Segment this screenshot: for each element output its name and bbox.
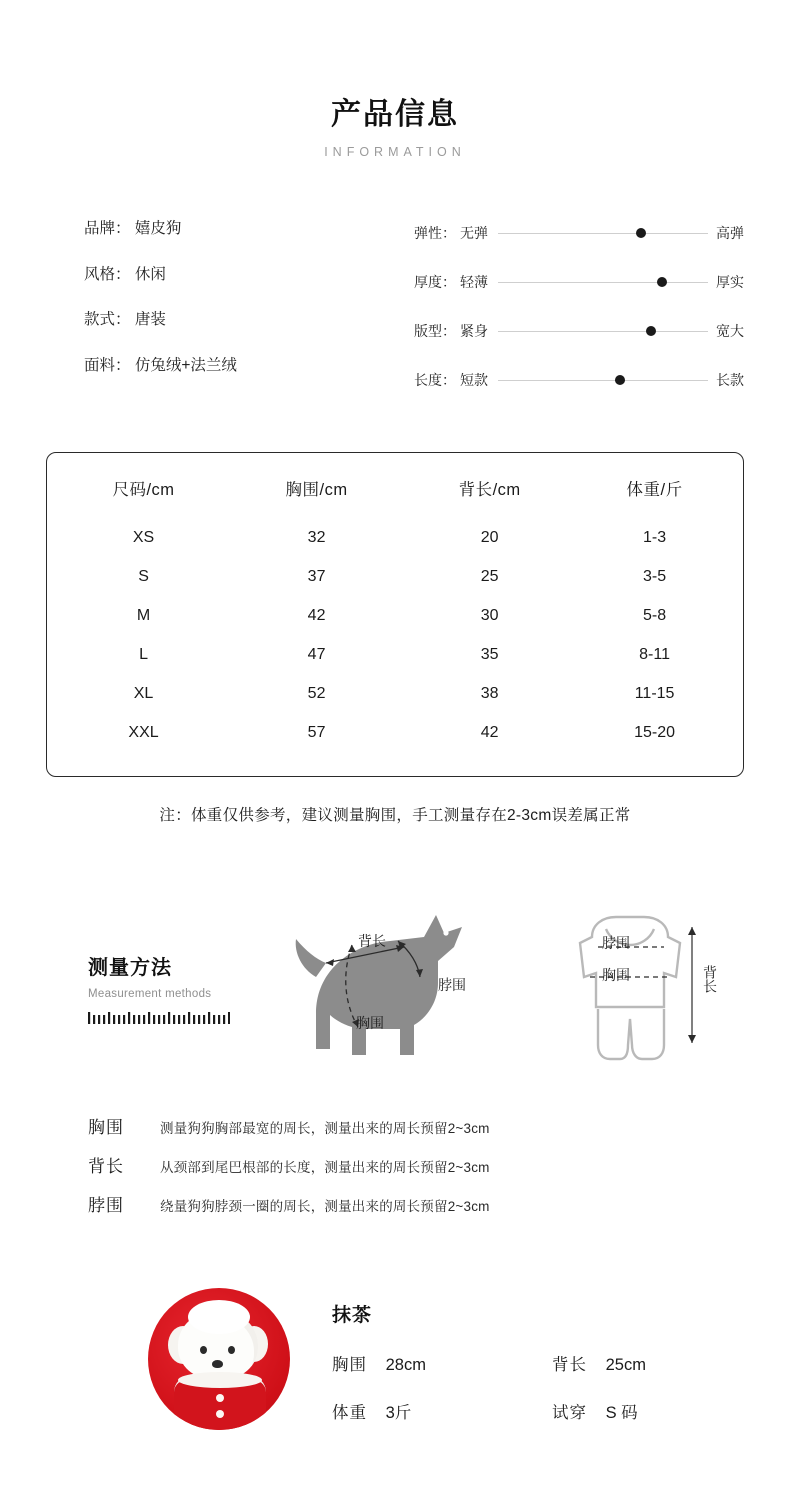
- model-field-back: [552, 1351, 646, 1375]
- dog-tuft-icon: [188, 1300, 250, 1334]
- spec-label-style: 风格：: [84, 265, 131, 283]
- dog-label-chest: 胸围: [356, 1015, 384, 1031]
- table-header-size: 尺码/cm: [112, 481, 175, 499]
- spec-value-brand: 嬉皮狗: [134, 220, 182, 237]
- page-title: 产品信息: [331, 98, 459, 131]
- cell-backlength: 25: [480, 567, 499, 585]
- slider-min-thickness: 轻薄: [460, 274, 488, 290]
- explain-row-back: [88, 1152, 790, 1177]
- slider-min-length: 短款: [460, 372, 488, 388]
- cell-weight: 15-20: [634, 723, 676, 741]
- dog-collar-icon: [178, 1372, 262, 1388]
- garment-label-back-length: 背长: [702, 965, 718, 993]
- slider-track-fit[interactable]: [498, 331, 708, 332]
- model-measurements: [332, 1351, 646, 1423]
- cell-weight: 3-5: [643, 567, 667, 585]
- table-row: [57, 557, 733, 596]
- spec-label-brand: 品牌：: [84, 220, 131, 237]
- slider-thumb-length[interactable]: [615, 375, 625, 385]
- slider-thumb-thickness[interactable]: [657, 277, 667, 287]
- dog-label-neck: 脖围: [438, 977, 466, 993]
- explain-term-neck: 脖围: [88, 1196, 124, 1215]
- size-table-note: 注：体重仅供参考，建议测量胸围，手工测量存在2-3cm误差属正常: [159, 807, 631, 824]
- page-header: [0, 0, 790, 159]
- model-info: [332, 1296, 646, 1423]
- slider-track-length[interactable]: [498, 380, 708, 381]
- table-row: [57, 518, 733, 557]
- garment-diagram: [540, 903, 720, 1083]
- cell-chest: 32: [307, 528, 326, 546]
- cell-backlength: 38: [480, 684, 499, 702]
- measurement-heading: [88, 951, 230, 1031]
- cell-backlength: 42: [480, 723, 499, 741]
- size-table: [57, 475, 733, 752]
- measurement-explain-list: [0, 1113, 790, 1216]
- cell-backlength: 35: [480, 645, 499, 663]
- cell-size: S: [138, 567, 149, 585]
- slider-list: [414, 221, 744, 390]
- slider-row-thickness: [414, 272, 744, 292]
- dog-eye-left-icon: [200, 1346, 207, 1354]
- model-field-try-size-label: 试穿: [552, 1403, 587, 1422]
- cell-size: M: [136, 606, 151, 624]
- explain-row-chest: [88, 1113, 790, 1138]
- spec-label-design: 款式：: [84, 311, 131, 328]
- cell-weight: 11-15: [634, 684, 675, 702]
- cell-chest: 37: [307, 567, 326, 585]
- cell-size: XXL: [128, 723, 159, 741]
- slider-row-elasticity: [414, 223, 744, 243]
- cell-size: XL: [133, 684, 154, 702]
- garment-label-neck: 脖围: [602, 935, 630, 951]
- page-subtitle: INFORMATION: [324, 145, 466, 159]
- table-header-weight: 体重/斤: [626, 481, 683, 499]
- product-info-section: [0, 221, 790, 390]
- table-row: [57, 674, 733, 713]
- model-field-chest-value: 28cm: [385, 1355, 426, 1374]
- cell-backlength: 30: [480, 606, 499, 624]
- slider-row-length: [414, 370, 744, 390]
- explain-desc-chest: 测量狗狗胸部最宽的周长，测量出来的周长预留2~3cm: [160, 1121, 490, 1136]
- table-row: [57, 713, 733, 752]
- cell-weight: 8-11: [639, 645, 670, 663]
- cell-size: XS: [132, 528, 155, 546]
- spec-label-fabric: 面料：: [84, 356, 131, 374]
- model-field-try-size-value: S 码: [605, 1403, 638, 1422]
- dog-eye-right-icon: [228, 1346, 235, 1354]
- spec-row-design: [84, 312, 344, 328]
- cell-chest: 42: [307, 606, 326, 624]
- model-field-weight: [332, 1399, 552, 1423]
- model-field-chest-label: 胸围: [332, 1355, 367, 1374]
- slider-label-thickness: 厚度：: [414, 274, 456, 290]
- slider-track-thickness[interactable]: [498, 282, 708, 283]
- model-field-chest: [332, 1351, 552, 1375]
- slider-min-elasticity: 无弹: [460, 225, 488, 241]
- model-field-back-label: 背长: [552, 1355, 587, 1374]
- slider-thumb-elasticity[interactable]: [636, 228, 646, 238]
- measurement-section: [0, 903, 790, 1093]
- spec-row-style: [84, 267, 344, 283]
- size-table-card: [46, 452, 744, 777]
- table-row: [57, 596, 733, 635]
- slider-label-fit: 版型：: [414, 323, 456, 339]
- dog-nose-icon: [212, 1360, 223, 1368]
- explain-term-chest: 胸围: [88, 1118, 124, 1137]
- model-field-back-value: 25cm: [605, 1355, 646, 1374]
- cell-weight: 1-3: [643, 528, 667, 546]
- cell-weight: 5-8: [643, 606, 667, 624]
- measurement-title-en: Measurement methods: [88, 988, 212, 1000]
- dog-diagram: [286, 903, 496, 1083]
- cell-backlength: 20: [480, 528, 499, 546]
- explain-row-neck: [88, 1191, 790, 1216]
- measurement-title: 测量方法: [88, 957, 172, 979]
- slider-max-length: 长款: [716, 372, 744, 388]
- spec-row-fabric: [84, 358, 344, 374]
- slider-thumb-fit[interactable]: [646, 326, 656, 336]
- model-avatar: [148, 1288, 290, 1430]
- cell-size: L: [139, 645, 148, 663]
- cell-chest: 52: [307, 684, 326, 702]
- model-field-weight-label: 体重: [332, 1403, 367, 1422]
- explain-desc-back: 从颈部到尾巴根部的长度，测量出来的周长预留2~3cm: [160, 1160, 490, 1175]
- cell-chest: 57: [307, 723, 326, 741]
- garment-label-chest: 胸围: [602, 967, 630, 983]
- spec-list: [84, 221, 344, 390]
- spec-value-style: 休闲: [134, 265, 166, 283]
- model-field-weight-value: 3斤: [385, 1403, 412, 1422]
- slider-max-fit: 宽大: [716, 323, 744, 339]
- cell-chest: 47: [307, 645, 326, 663]
- outfit-button-bottom-icon: [216, 1410, 224, 1418]
- slider-label-elasticity: 弹性：: [414, 225, 456, 241]
- table-header-chest: 胸围/cm: [285, 481, 348, 499]
- slider-min-fit: 紧身: [460, 323, 488, 339]
- table-header-row: [57, 475, 733, 518]
- ruler-icon: [88, 1010, 230, 1026]
- model-name: 抹茶: [332, 1304, 373, 1326]
- slider-label-length: 长度：: [414, 372, 456, 388]
- explain-term-back: 背长: [88, 1157, 124, 1176]
- table-header-backlength: 背长/cm: [458, 481, 521, 499]
- slider-max-elasticity: 高弹: [716, 225, 744, 241]
- garment-outline-icon: [540, 903, 720, 1078]
- spec-row-brand: [84, 221, 344, 237]
- outfit-button-top-icon: [216, 1394, 224, 1402]
- table-row: [57, 635, 733, 674]
- dog-label-back-length: 背长: [358, 933, 386, 949]
- slider-track-elasticity[interactable]: [498, 233, 708, 234]
- model-card: [0, 1288, 790, 1430]
- slider-row-fit: [414, 321, 744, 341]
- slider-max-thickness: 厚实: [716, 274, 744, 290]
- model-field-try-size: [552, 1399, 646, 1423]
- spec-value-design: 唐装: [134, 311, 166, 328]
- spec-value-fabric: 仿兔绒+法兰绒: [134, 356, 237, 374]
- explain-desc-neck: 绕量狗狗脖颈一圈的周长，测量出来的周长预留2~3cm: [160, 1199, 490, 1214]
